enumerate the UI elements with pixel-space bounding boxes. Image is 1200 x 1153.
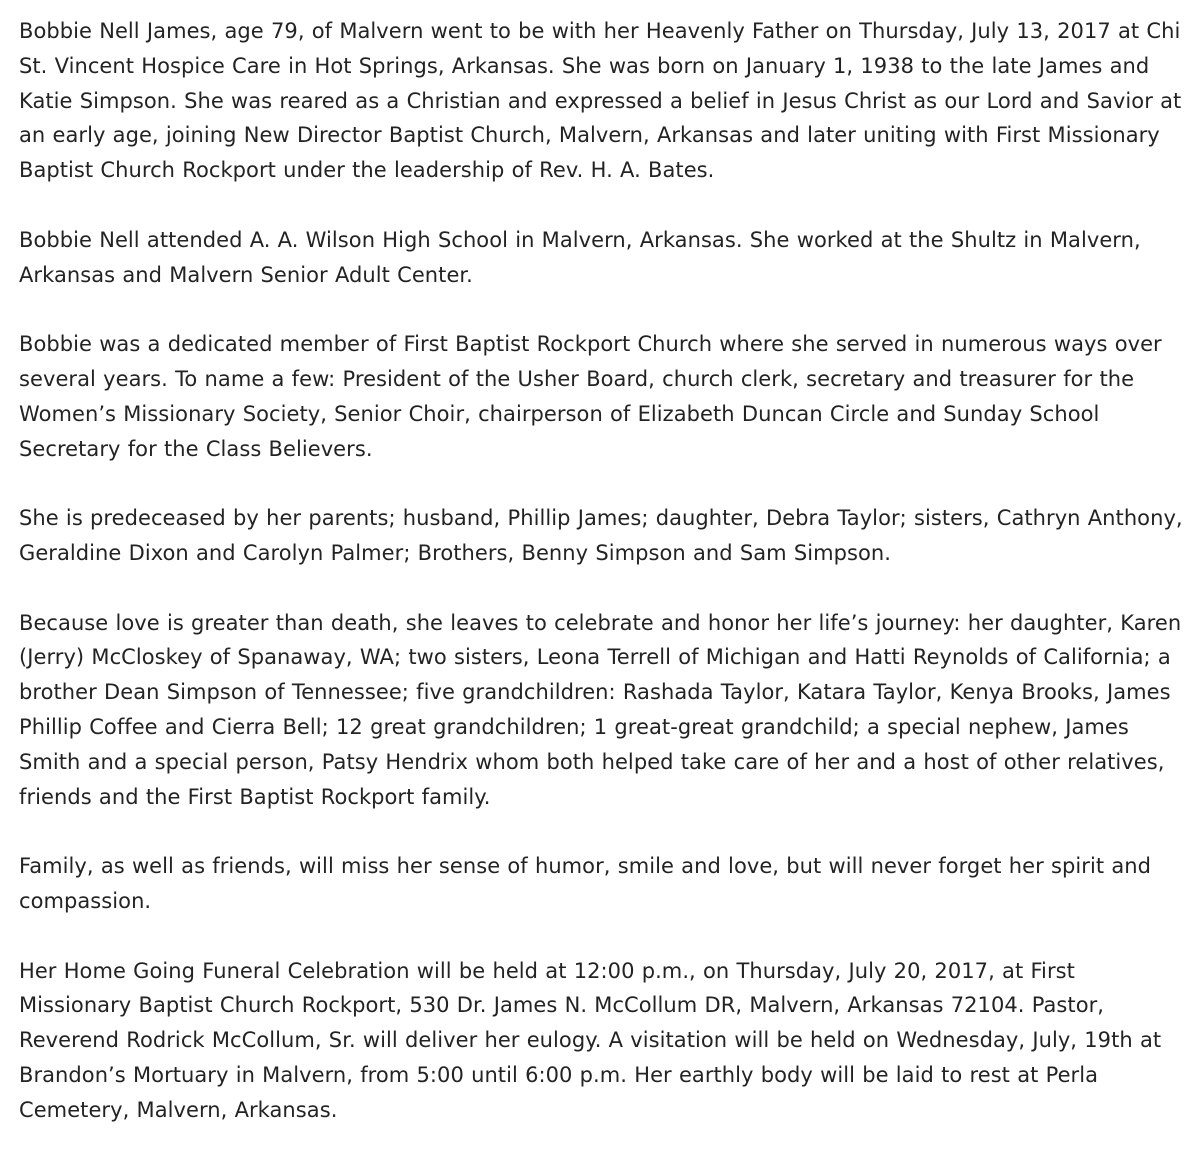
obituary-text xyxy=(19,14,1189,1128)
paragraph-survivors: Because love is greater than death, she leaves to celebrate and honor her life’s journey: her daughter, Karen (Jerry) McCloskey of Spanaway, WA; two sisters, Leona Terrell of Michigan and Hatti Reynolds of California; a brother Dean Simpson of Tennessee; five grandchildren: Rashada Taylor, Katara Taylor, Kenya Brooks, James Phillip Coffee and Cierra Bell; 12 great grandchildren; 1 great-great grandchild; a special nephew, James Smith and a special person, Patsy Hendrix whom both helped take care of her and a host of other relatives, friends and the First Baptist Rockport family. xyxy=(19,610,1182,809)
paragraph-church-service: Bobbie was a dedicated member of First Baptist Rockport Church where she served in numerous ways over several years. To name a few: President of the Usher Board, church clerk, secretary and treasurer for the Women’s Missionary Society, Senior Choir, chairperson of Elizabeth Duncan Circle and Sunday School Secretary for the Class Believers. xyxy=(19,332,1162,461)
paragraph-funeral-arrangements: Her Home Going Funeral Celebration will be held at 12:00 p.m., on Thursday, July 20, 2017, at First Missionary Baptist Church Rockport, 530 Dr. James N. McCollum DR, Malvern, Arkansas 72104. Pastor, Reverend Rodrick McCollum, Sr. will deliver her eulogy. A visitation will be held on Wednesday, July, 19th at Brandon’s Mortuary in Malvern, from 5:00 until 6:00 p.m. Her earthly body will be laid to rest at Perla Cemetery, Malvern, Arkansas. xyxy=(19,958,1162,1122)
paragraph-introduction: Bobbie Nell James, age 79, of Malvern went to be with her Heavenly Father on Thursday, July 13, 2017 at Chi St. Vincent Hospice Care in Hot Springs, Arkansas. She was born on January 1, 1938 to the late James and Katie Simpson. She was reared as a Christian and expressed a belief in Jesus Christ as our Lord and Savior at an early age, joining New Director Baptist Church, Malvern, Arkansas and later uniting with First Missionary Baptist Church Rockport under the leadership of Rev. H. A. Bates. xyxy=(19,19,1182,183)
paragraph-education-work: Bobbie Nell attended A. A. Wilson High School in Malvern, Arkansas. She worked at the Shultz in Malvern, Arkansas and Malvern Senior Adult Center. xyxy=(19,227,1141,287)
paragraph-remembrance: Family, as well as friends, will miss her sense of humor, smile and love, but will never forget her spirit and compassion. xyxy=(19,854,1152,913)
paragraph-predeceased: She is predeceased by her parents; husband, Phillip James; daughter, Debra Taylor; sisters, Cathryn Anthony, Geraldine Dixon and Carolyn Palmer; Brothers, Benny Simpson and Sam Simpson. xyxy=(19,506,1183,565)
